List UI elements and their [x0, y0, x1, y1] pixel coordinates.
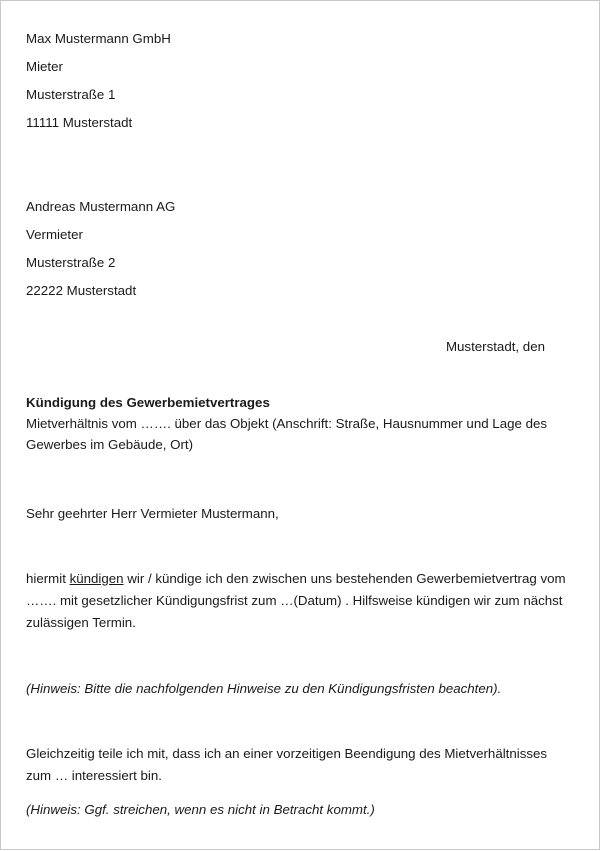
- salutation: Sehr geehrter Herr Vermieter Mustermann,: [26, 506, 279, 521]
- body2-line-1: Gleichzeitig teile ich mit, dass ich an einer vorzeitigen Beendigung des Mietverhältnisses: [26, 746, 548, 761]
- sender-company: Max Mustermann GmbH: [26, 31, 171, 46]
- recipient-street: Musterstraße 2: [26, 255, 116, 270]
- sender-street: Musterstraße 1: [26, 87, 116, 102]
- body1-line-1-post: wir / kündige ich den zwischen uns bestehenden Gewerbemietvertrag vom: [123, 571, 566, 586]
- body1-line-1-pre: hiermit: [26, 571, 70, 586]
- document-page: [1, 1, 600, 851]
- body1-line-2: ……. mit gesetzlicher Kündigungsfrist zum …(Datum) . Hilfsweise kündigen wir zum nächst: [26, 593, 563, 608]
- body1-line-1: [26, 571, 566, 587]
- hint-1: (Hinweis: Bitte die nachfolgenden Hinweise zu den Kündigungsfristen beachten).: [26, 681, 502, 696]
- recipient-company: Andreas Mustermann AG: [26, 199, 176, 214]
- sender-city: 11111 Musterstadt: [26, 115, 133, 130]
- hint-2: (Hinweis: Ggf. streichen, wenn es nicht in Betracht kommt.): [26, 802, 375, 817]
- sender-role: Mieter: [26, 59, 63, 74]
- subject-line-1: Mietverhältnis vom ……. über das Objekt (Anschrift: Straße, Hausnummer und Lage des: [26, 416, 548, 431]
- date-line: Musterstadt, den: [445, 339, 545, 354]
- body2-line-2: zum … interessiert bin.: [26, 768, 162, 783]
- subject-line-2: Gewerbes im Gebäude, Ort): [26, 437, 194, 452]
- kuendigen-link[interactable]: kündigen: [69, 571, 124, 586]
- recipient-role: Vermieter: [26, 227, 83, 242]
- subject-title: Kündigung des Gewerbemietvertrages: [26, 395, 270, 410]
- body1-line-3: zulässigen Termin.: [26, 615, 136, 630]
- recipient-city: 22222 Musterstadt: [26, 283, 137, 298]
